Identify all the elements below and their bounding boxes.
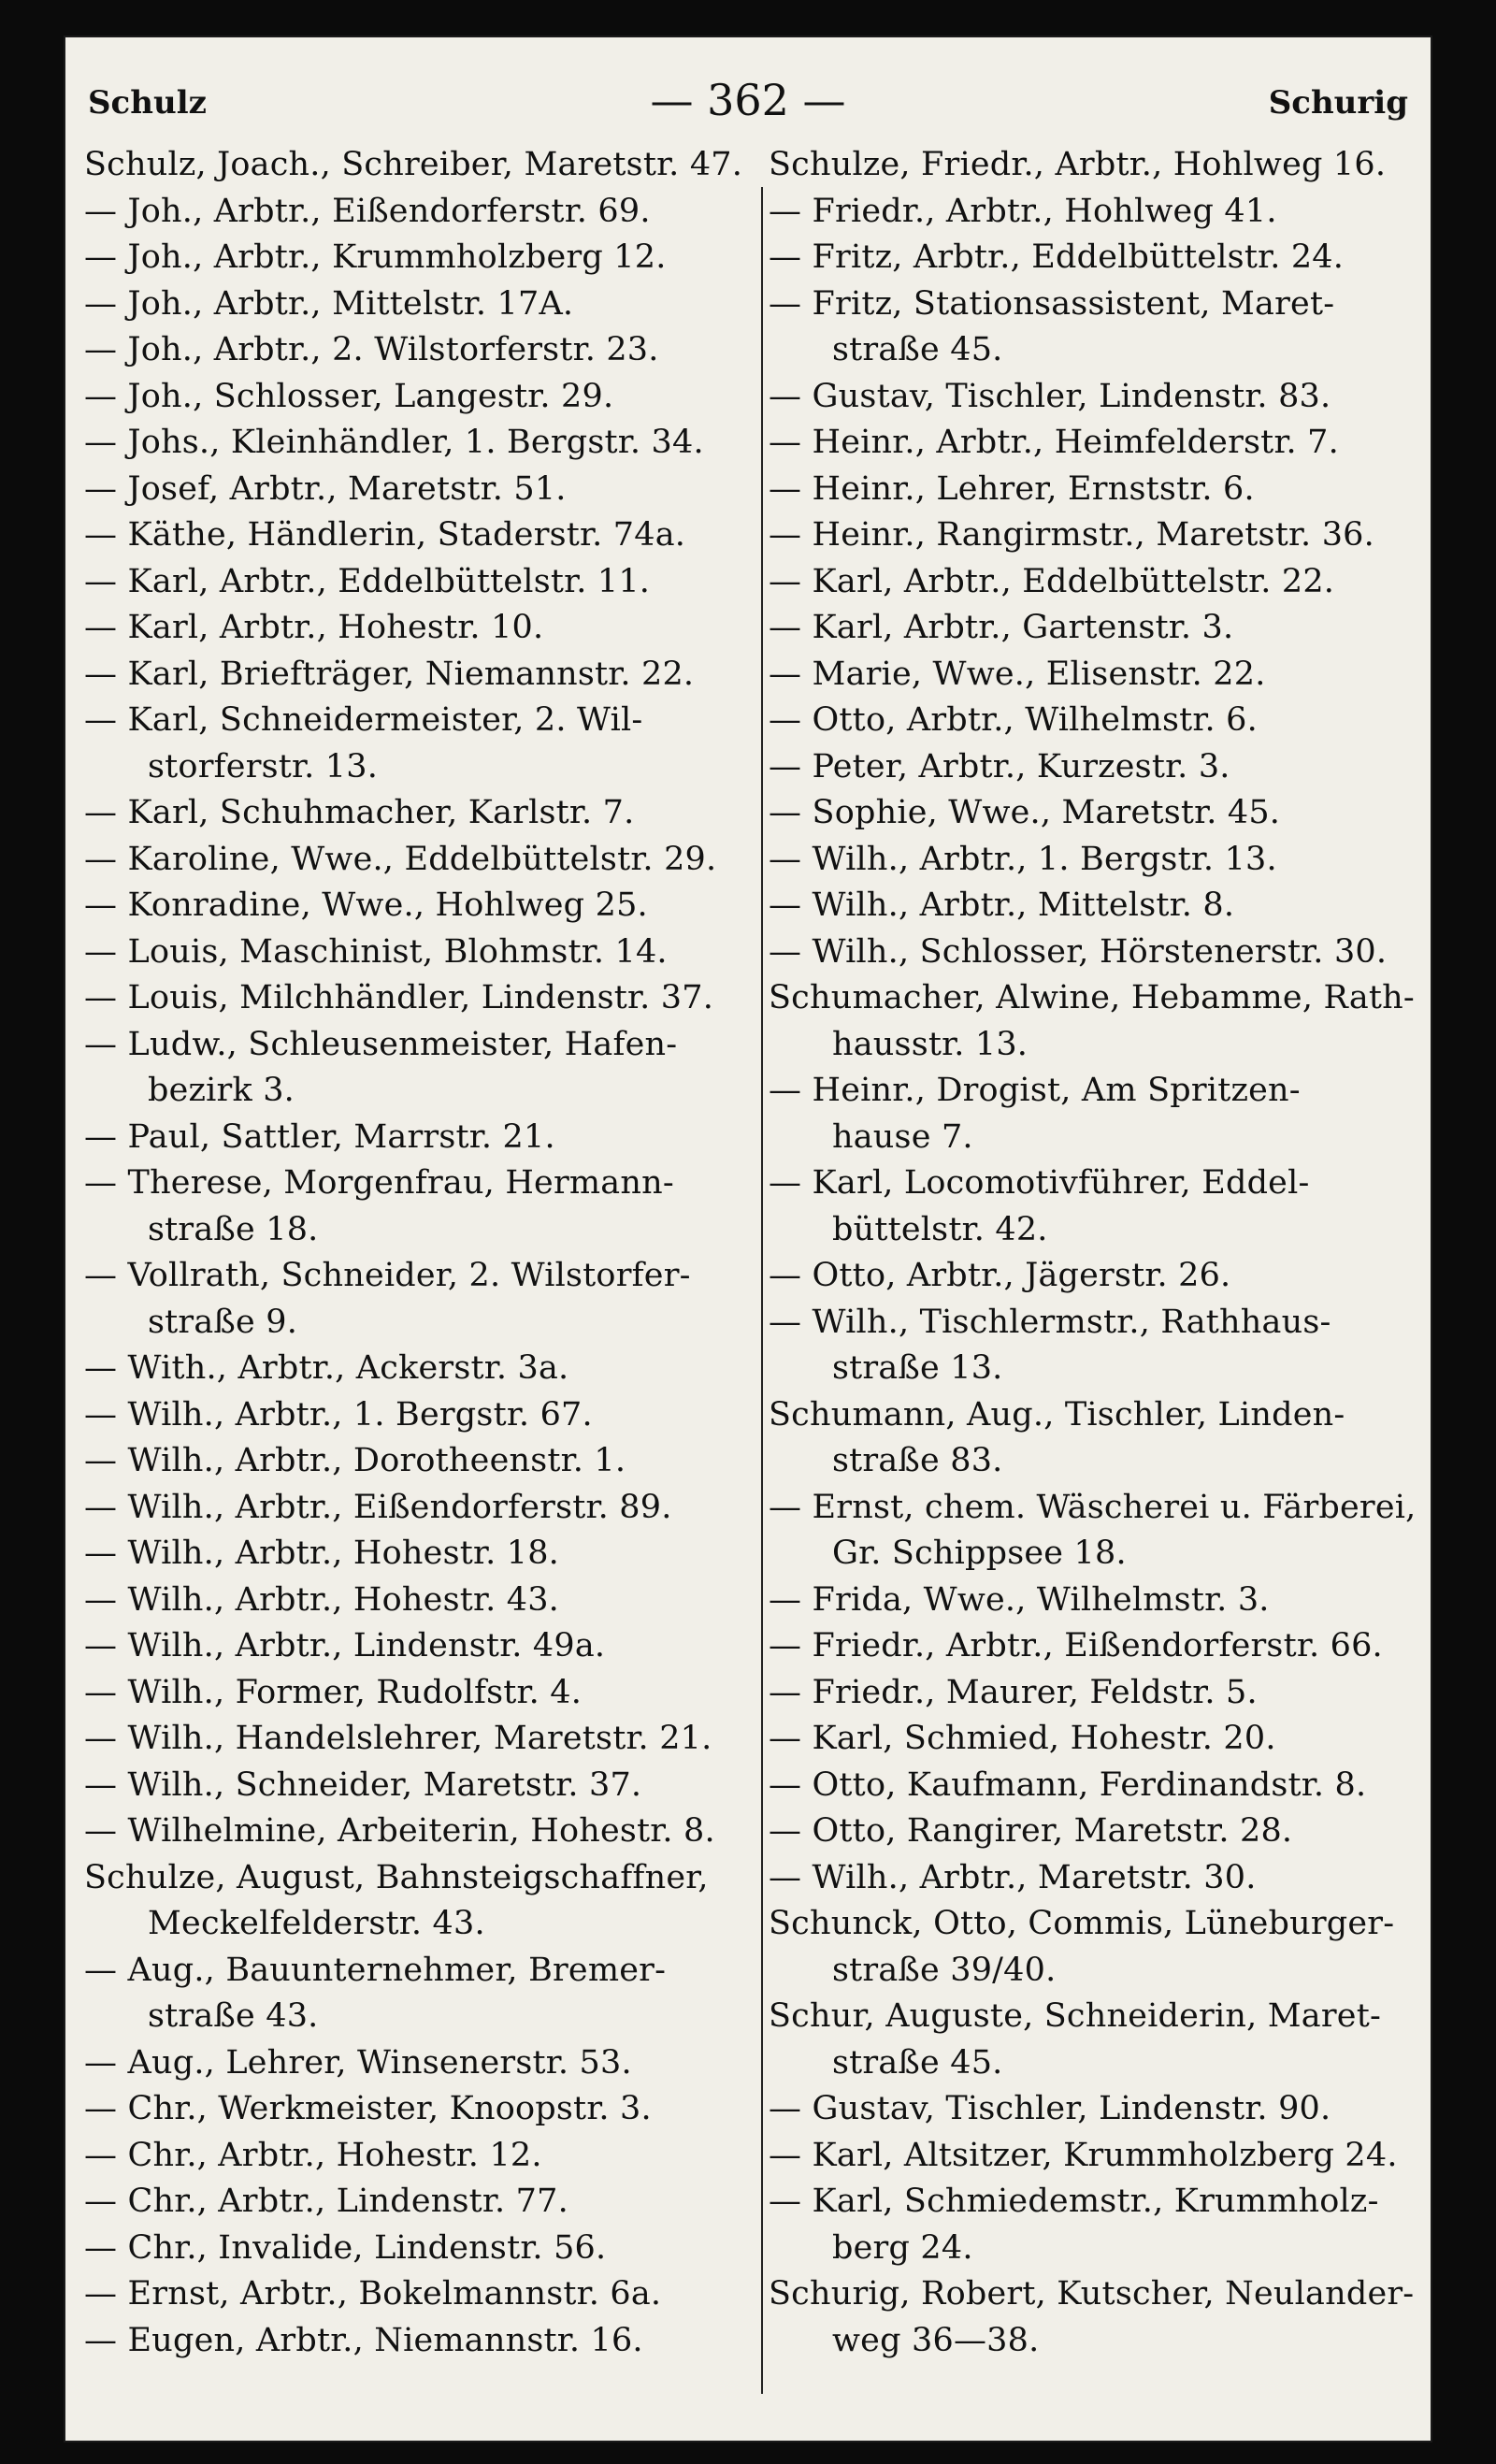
directory-entry: — Karl, Locomotivführer, Eddel- bbox=[769, 1164, 1310, 1202]
directory-entry-continuation: straße 13. bbox=[832, 1349, 1003, 1387]
directory-entry: — Peter, Arbtr., Kurzestr. 3. bbox=[769, 747, 1230, 785]
directory-entry: Schulze, August, Bahnsteigschaffner, bbox=[84, 1858, 709, 1896]
directory-entry: Schur, Auguste, Schneiderin, Maret- bbox=[769, 1997, 1381, 2035]
directory-entry: — Ludw., Schleusenmeister, Hafen- bbox=[84, 1025, 678, 1063]
directory-entry: — Joh., Arbtr., Mittelstr. 17A. bbox=[84, 284, 574, 323]
directory-entry: — Wilh., Arbtr., Hohestr. 18. bbox=[84, 1535, 560, 1572]
directory-entry-continuation: straße 18. bbox=[148, 1210, 319, 1248]
directory-entry: — Eugen, Arbtr., Niemannstr. 16. bbox=[84, 2321, 643, 2359]
directory-entry: — Josef, Arbtr., Maretstr. 51. bbox=[84, 469, 567, 508]
directory-entry: Schunck, Otto, Commis, Lüneburger- bbox=[769, 1905, 1395, 1942]
directory-entry: — Fritz, Arbtr., Eddelbüttelstr. 24. bbox=[769, 238, 1345, 276]
directory-entry-continuation: straße 39/40. bbox=[832, 1951, 1057, 1989]
directory-entry: — Wilh., Arbtr., Hohestr. 43. bbox=[84, 1580, 560, 1619]
directory-entry: — Wilh., Handelslehrer, Maretstr. 21. bbox=[84, 1720, 712, 1757]
directory-entry: — Karl, Schmiedemstr., Krummholz- bbox=[769, 2183, 1379, 2220]
directory-entry: — Joh., Schlosser, Langestr. 29. bbox=[84, 377, 614, 415]
directory-entry: — Karl, Altsitzer, Krummholzberg 24. bbox=[769, 2136, 1398, 2174]
directory-entry: — Friedr., Arbtr., Eißendorferstr. 66. bbox=[769, 1627, 1383, 1664]
directory-entry: — Wilh., Former, Rudolfstr. 4. bbox=[84, 1673, 583, 1711]
directory-entry: — Joh., Arbtr., Eißendorferstr. 69. bbox=[84, 192, 651, 230]
directory-entry: — Joh., Arbtr., 2. Wilstorferstr. 23. bbox=[84, 331, 659, 368]
directory-entry: Schulze, Friedr., Arbtr., Hohlweg 16. bbox=[769, 146, 1387, 183]
directory-entry: — Heinr., Arbtr., Heimfelderstr. 7. bbox=[769, 424, 1339, 461]
header-left-name: Schulz bbox=[88, 84, 207, 122]
directory-entry: — Aug., Bauunternehmer, Bremer- bbox=[84, 1951, 667, 1989]
directory-entry: — Otto, Arbtr., Wilhelmstr. 6. bbox=[769, 701, 1258, 739]
directory-entry: — Karoline, Wwe., Eddelbüttelstr. 29. bbox=[84, 840, 717, 878]
directory-entry: — Fritz, Stationsassistent, Maret- bbox=[769, 284, 1335, 323]
directory-entry: — Konradine, Wwe., Hohlweg 25. bbox=[84, 886, 648, 924]
directory-entry: — Karl, Arbtr., Eddelbüttelstr. 22. bbox=[769, 562, 1335, 600]
directory-entry: — Karl, Arbtr., Hohestr. 10. bbox=[84, 609, 544, 646]
directory-entry: — Wilh., Arbtr., Lindenstr. 49a. bbox=[84, 1627, 606, 1664]
directory-entry: — With., Arbtr., Ackerstr. 3a. bbox=[84, 1349, 569, 1387]
directory-entry-continuation: Meckelfelderstr. 43. bbox=[148, 1905, 485, 1942]
directory-entry: — Karl, Schuhmacher, Karlstr. 7. bbox=[84, 794, 635, 831]
directory-entry: — Sophie, Wwe., Maretstr. 45. bbox=[769, 794, 1281, 831]
directory-entry: — Karl, Arbtr., Eddelbüttelstr. 11. bbox=[84, 562, 651, 600]
directory-entry: — Vollrath, Schneider, 2. Wilstorfer- bbox=[84, 1257, 691, 1294]
directory-entry-continuation: storferstr. 13. bbox=[148, 747, 379, 785]
directory-entry: — Karl, Briefträger, Niemannstr. 22. bbox=[84, 655, 695, 693]
directory-entry: — Ernst, chem. Wäscherei u. Färberei, bbox=[769, 1488, 1417, 1526]
directory-entry: Schumacher, Alwine, Hebamme, Rath- bbox=[769, 979, 1415, 1016]
directory-entry: — Wilh., Arbtr., Eißendorferstr. 89. bbox=[84, 1488, 672, 1526]
directory-entry: — Wilhelmine, Arbeiterin, Hohestr. 8. bbox=[84, 1812, 715, 1850]
directory-entry: — Otto, Rangirer, Maretstr. 28. bbox=[769, 1812, 1293, 1850]
directory-entry: — Paul, Sattler, Marrstr. 21. bbox=[84, 1117, 555, 1156]
directory-entry-continuation: straße 43. bbox=[148, 1997, 319, 2035]
directory-entry: — Friedr., Maurer, Feldstr. 5. bbox=[769, 1673, 1258, 1711]
directory-entry: — Wilh., Schlosser, Hörstenerstr. 30. bbox=[769, 932, 1388, 971]
directory-entry: — Chr., Werkmeister, Knoopstr. 3. bbox=[84, 2090, 652, 2127]
directory-entry: — Heinr., Lehrer, Ernststr. 6. bbox=[769, 469, 1255, 508]
directory-entry: Schulz, Joach., Schreiber, Maretstr. 47. bbox=[84, 146, 743, 183]
directory-entry: — Karl, Schmied, Hohestr. 20. bbox=[769, 1720, 1276, 1757]
directory-entry: — Wilh., Arbtr., 1. Bergstr. 67. bbox=[84, 1395, 593, 1434]
directory-entry: — Therese, Morgenfrau, Hermann- bbox=[84, 1164, 674, 1202]
column-divider bbox=[761, 187, 763, 2394]
directory-entry-continuation: büttelstr. 42. bbox=[832, 1210, 1048, 1248]
directory-entry: — Frida, Wwe., Wilhelmstr. 3. bbox=[769, 1580, 1270, 1619]
directory-entry: — Johs., Kleinhändler, 1. Bergstr. 34. bbox=[84, 424, 704, 461]
directory-entry: — Heinr., Drogist, Am Spritzen- bbox=[769, 1072, 1301, 1109]
directory-entry: — Karl, Arbtr., Gartenstr. 3. bbox=[769, 609, 1234, 646]
directory-entry-continuation: weg 36—38. bbox=[832, 2321, 1040, 2359]
directory-entry-continuation: straße 9. bbox=[148, 1303, 298, 1341]
directory-entry: — Louis, Milchhändler, Lindenstr. 37. bbox=[84, 979, 714, 1016]
directory-entry-continuation: hausstr. 13. bbox=[832, 1025, 1028, 1063]
directory-entry: — Karl, Schneidermeister, 2. Wil- bbox=[84, 701, 643, 739]
directory-entry: — Wilh., Arbtr., Dorotheenstr. 1. bbox=[84, 1442, 626, 1479]
directory-entry: — Ernst, Arbtr., Bokelmannstr. 6a. bbox=[84, 2275, 662, 2313]
directory-entry-continuation: straße 45. bbox=[832, 331, 1003, 368]
directory-entry-continuation: straße 83. bbox=[832, 1442, 1003, 1479]
header-right-name: Schurig bbox=[1268, 84, 1408, 122]
directory-entry-continuation: Gr. Schippsee 18. bbox=[832, 1535, 1127, 1572]
directory-entry: — Wilh., Schneider, Maretstr. 37. bbox=[84, 1765, 642, 1804]
directory-entry: — Wilh., Arbtr., Mittelstr. 8. bbox=[769, 886, 1235, 924]
directory-entry: — Marie, Wwe., Elisenstr. 22. bbox=[769, 655, 1266, 693]
directory-entry-continuation: straße 45. bbox=[832, 2043, 1003, 2082]
directory-entry: — Otto, Kaufmann, Ferdinandstr. 8. bbox=[769, 1765, 1367, 1804]
directory-entry: — Friedr., Arbtr., Hohlweg 41. bbox=[769, 192, 1277, 230]
directory-entry: — Louis, Maschinist, Blohmstr. 14. bbox=[84, 932, 668, 971]
page-number: — 362 — bbox=[650, 75, 846, 125]
directory-entry: — Chr., Arbtr., Hohestr. 12. bbox=[84, 2136, 542, 2174]
directory-entry: — Wilh., Arbtr., Maretstr. 30. bbox=[769, 1858, 1257, 1896]
directory-page bbox=[65, 37, 1431, 2441]
left-column bbox=[84, 142, 748, 2364]
page-header bbox=[88, 65, 1408, 131]
directory-entry: — Gustav, Tischler, Lindenstr. 83. bbox=[769, 377, 1331, 415]
directory-entry: — Otto, Arbtr., Jägerstr. 26. bbox=[769, 1257, 1231, 1294]
directory-entry-continuation: bezirk 3. bbox=[148, 1072, 295, 1109]
directory-entry: — Wilh., Arbtr., 1. Bergstr. 13. bbox=[769, 840, 1277, 878]
directory-entry: — Wilh., Tischlermstr., Rathhaus- bbox=[769, 1303, 1331, 1341]
directory-entry: — Joh., Arbtr., Krummholzberg 12. bbox=[84, 238, 667, 276]
directory-entry: Schumann, Aug., Tischler, Linden- bbox=[769, 1395, 1345, 1434]
directory-entry: — Chr., Invalide, Lindenstr. 56. bbox=[84, 2228, 607, 2267]
directory-entry: — Chr., Arbtr., Lindenstr. 77. bbox=[84, 2183, 568, 2220]
directory-entry: — Gustav, Tischler, Lindenstr. 90. bbox=[769, 2090, 1331, 2127]
directory-entry: — Aug., Lehrer, Winsenerstr. 53. bbox=[84, 2043, 632, 2082]
directory-entry-continuation: hause 7. bbox=[832, 1117, 973, 1156]
directory-entry-continuation: berg 24. bbox=[832, 2228, 973, 2267]
directory-entry: — Heinr., Rangirmstr., Maretstr. 36. bbox=[769, 516, 1374, 554]
right-column bbox=[769, 142, 1432, 2364]
directory-entry: — Käthe, Händlerin, Staderstr. 74a. bbox=[84, 516, 686, 554]
directory-entry: Schurig, Robert, Kutscher, Neulander- bbox=[769, 2275, 1415, 2313]
